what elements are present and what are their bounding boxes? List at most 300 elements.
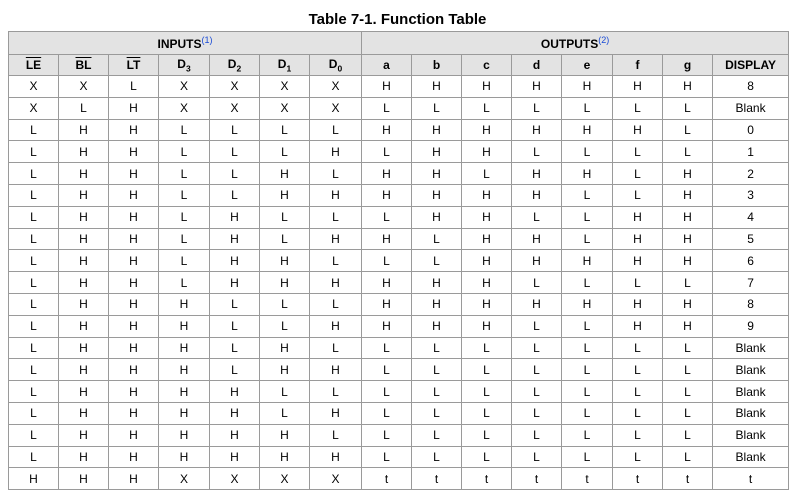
input-cell: L (210, 163, 260, 185)
column-header-subscript: 0 (337, 63, 343, 74)
output-cell: H (362, 315, 412, 337)
input-cell: L (210, 359, 260, 381)
input-cell: H (159, 381, 210, 403)
column-header-label: $\overline{BL}$ (75, 58, 92, 72)
table-row (9, 228, 789, 250)
column-header: a (362, 55, 412, 76)
input-cell: H (109, 272, 159, 294)
output-cell: H (512, 250, 562, 272)
output-cell: H (462, 293, 512, 315)
display-cell: Blank (713, 381, 789, 403)
input-cell: L (9, 119, 59, 141)
output-cell: L (562, 141, 613, 163)
input-cell: L (159, 163, 210, 185)
input-cell: L (109, 76, 159, 98)
output-cell: L (663, 141, 713, 163)
input-cell: L (9, 315, 59, 337)
output-cell: L (412, 337, 462, 359)
input-cell: H (59, 468, 109, 490)
display-cell: 1 (713, 141, 789, 163)
column-header: DISPLAY (713, 55, 789, 76)
output-cell: H (362, 163, 412, 185)
output-cell: H (613, 119, 663, 141)
output-cell: L (562, 206, 613, 228)
input-cell: L (260, 141, 310, 163)
output-cell: L (462, 446, 512, 468)
output-cell: H (613, 76, 663, 98)
input-cell: H (260, 446, 310, 468)
input-cell: L (210, 293, 260, 315)
input-cell: H (159, 337, 210, 359)
input-cell: L (310, 206, 362, 228)
input-cell: H (59, 293, 109, 315)
output-cell: L (362, 141, 412, 163)
output-cell: L (562, 337, 613, 359)
output-cell: H (562, 293, 613, 315)
input-cell: X (59, 76, 109, 98)
input-cell: H (109, 119, 159, 141)
output-cell: L (562, 424, 613, 446)
input-cell: H (260, 163, 310, 185)
input-cell: L (260, 119, 310, 141)
output-cell: L (362, 206, 412, 228)
output-cell: H (462, 206, 512, 228)
output-cell: L (362, 402, 412, 424)
input-cell: X (210, 97, 260, 119)
output-cell: H (462, 76, 512, 98)
input-cell: L (310, 163, 362, 185)
output-cell: L (663, 424, 713, 446)
input-cell: X (210, 76, 260, 98)
input-cell: H (159, 315, 210, 337)
output-cell: H (562, 163, 613, 185)
input-cell: H (109, 359, 159, 381)
input-cell: H (210, 250, 260, 272)
display-cell: 4 (713, 206, 789, 228)
output-cell: L (462, 424, 512, 446)
input-cell: H (109, 315, 159, 337)
output-cell: L (613, 163, 663, 185)
input-cell: H (59, 424, 109, 446)
output-cell: L (562, 272, 613, 294)
output-cell: H (462, 272, 512, 294)
output-cell: H (613, 250, 663, 272)
output-cell: t (663, 468, 713, 490)
table-row (9, 184, 789, 206)
input-cell: L (260, 315, 310, 337)
column-header: e (562, 55, 613, 76)
column-header (159, 55, 210, 76)
table-body (9, 76, 789, 490)
input-cell: H (59, 141, 109, 163)
table-row (9, 315, 789, 337)
column-header: d (512, 55, 562, 76)
column-header (310, 55, 362, 76)
output-cell: L (512, 97, 562, 119)
column-header-label: D (227, 56, 237, 71)
input-cell: H (310, 272, 362, 294)
input-cell: H (310, 228, 362, 250)
output-cell: L (613, 446, 663, 468)
input-cell: H (260, 184, 310, 206)
output-cell: L (412, 424, 462, 446)
output-cell: H (462, 184, 512, 206)
input-cell: H (59, 359, 109, 381)
input-cell: H (109, 250, 159, 272)
input-cell: H (109, 293, 159, 315)
output-cell: L (613, 184, 663, 206)
table-row (9, 272, 789, 294)
input-cell: X (9, 76, 59, 98)
output-cell: H (613, 315, 663, 337)
input-cell: X (210, 468, 260, 490)
output-cell: L (562, 381, 613, 403)
input-cell: H (59, 184, 109, 206)
output-cell: H (462, 315, 512, 337)
output-cell: L (613, 359, 663, 381)
input-cell: H (59, 315, 109, 337)
output-cell: H (512, 184, 562, 206)
input-cell: H (210, 446, 260, 468)
input-cell: H (210, 228, 260, 250)
display-cell: 0 (713, 119, 789, 141)
output-cell: L (613, 141, 663, 163)
input-cell: L (9, 424, 59, 446)
output-cell: L (663, 381, 713, 403)
input-cell: L (210, 141, 260, 163)
output-cell: H (462, 228, 512, 250)
input-cell: H (109, 228, 159, 250)
table-row (9, 206, 789, 228)
column-header: b (412, 55, 462, 76)
output-cell: L (362, 250, 412, 272)
input-cell: L (310, 119, 362, 141)
input-cell: X (260, 468, 310, 490)
input-cell: X (310, 76, 362, 98)
output-cell: L (512, 424, 562, 446)
input-cell: H (109, 206, 159, 228)
input-cell: H (59, 402, 109, 424)
column-header (59, 55, 109, 76)
output-cell: L (512, 272, 562, 294)
output-cell: L (512, 402, 562, 424)
output-cell: H (362, 293, 412, 315)
input-cell: L (9, 163, 59, 185)
input-cell: L (260, 293, 310, 315)
input-cell: L (159, 250, 210, 272)
input-cell: L (310, 424, 362, 446)
column-header: c (462, 55, 512, 76)
output-cell: H (663, 76, 713, 98)
column-header (260, 55, 310, 76)
output-cell: H (412, 76, 462, 98)
output-cell: L (512, 381, 562, 403)
input-cell: L (260, 206, 310, 228)
input-cell: H (210, 272, 260, 294)
input-cell: H (59, 163, 109, 185)
input-cell: H (310, 184, 362, 206)
input-cell: H (109, 402, 159, 424)
output-cell: L (412, 381, 462, 403)
output-cell: H (362, 272, 412, 294)
output-cell: t (562, 468, 613, 490)
input-cell: H (310, 141, 362, 163)
display-cell: Blank (713, 359, 789, 381)
input-cell: H (59, 119, 109, 141)
output-cell: H (512, 119, 562, 141)
output-cell: L (512, 141, 562, 163)
output-cell: L (412, 359, 462, 381)
input-cell: H (159, 446, 210, 468)
input-cell: L (260, 402, 310, 424)
output-cell: H (412, 293, 462, 315)
input-cell: H (109, 381, 159, 403)
output-cell: L (562, 446, 613, 468)
input-cell: H (210, 206, 260, 228)
table-row (9, 97, 789, 119)
table-row (9, 293, 789, 315)
output-cell: H (613, 293, 663, 315)
table-row (9, 76, 789, 98)
output-cell: H (412, 163, 462, 185)
outputs-group-label: OUTPUTS (540, 37, 599, 51)
column-header: f (613, 55, 663, 76)
input-cell: L (9, 141, 59, 163)
display-cell: 6 (713, 250, 789, 272)
input-cell: L (9, 228, 59, 250)
input-cell: L (9, 337, 59, 359)
group-header-row (9, 32, 789, 55)
input-cell: L (310, 381, 362, 403)
output-cell: L (613, 424, 663, 446)
output-cell: L (512, 359, 562, 381)
input-cell: H (310, 359, 362, 381)
input-cell: L (210, 315, 260, 337)
column-header (9, 55, 59, 76)
output-cell: L (562, 97, 613, 119)
output-cell: L (362, 359, 412, 381)
input-cell: H (59, 206, 109, 228)
output-cell: L (412, 250, 462, 272)
display-cell: 5 (713, 228, 789, 250)
input-cell: H (109, 337, 159, 359)
input-cell: H (59, 250, 109, 272)
output-cell: H (562, 76, 613, 98)
outputs-group-header (362, 32, 789, 55)
input-cell: L (310, 250, 362, 272)
inputs-footnote-link[interactable]: (1) (201, 35, 213, 45)
output-cell: L (613, 402, 663, 424)
input-cell: L (9, 381, 59, 403)
input-cell: X (9, 97, 59, 119)
input-cell: L (9, 250, 59, 272)
column-header: g (663, 55, 713, 76)
input-cell: H (260, 272, 310, 294)
input-cell: H (109, 184, 159, 206)
input-cell: X (159, 76, 210, 98)
input-cell: L (260, 228, 310, 250)
output-cell: L (412, 97, 462, 119)
input-cell: L (9, 402, 59, 424)
input-cell: L (159, 272, 210, 294)
input-cell: H (59, 381, 109, 403)
output-cell: L (462, 337, 512, 359)
output-cell: H (512, 293, 562, 315)
output-cell: H (663, 184, 713, 206)
input-cell: X (159, 468, 210, 490)
input-cell: L (210, 184, 260, 206)
column-header-subscript: 1 (286, 63, 292, 74)
input-cell: L (159, 141, 210, 163)
input-cell: H (159, 293, 210, 315)
output-cell: t (362, 468, 412, 490)
table-title: Table 7-1. Function Table (308, 11, 487, 28)
output-cell: L (462, 163, 512, 185)
output-cell: L (663, 119, 713, 141)
input-cell: L (59, 97, 109, 119)
input-cell: H (260, 359, 310, 381)
input-cell: H (159, 402, 210, 424)
input-cell: H (210, 402, 260, 424)
display-cell: Blank (713, 337, 789, 359)
output-cell: L (663, 359, 713, 381)
input-cell: H (59, 272, 109, 294)
column-header-label: D (328, 56, 338, 71)
input-cell: L (9, 184, 59, 206)
input-cell: X (260, 97, 310, 119)
output-cell: L (613, 272, 663, 294)
output-cell: L (562, 402, 613, 424)
column-header-subscript: 2 (236, 63, 242, 74)
input-cell: L (310, 293, 362, 315)
output-cell: H (412, 119, 462, 141)
table-row (9, 250, 789, 272)
input-cell: L (159, 184, 210, 206)
function-table (8, 31, 789, 490)
input-cell: H (310, 446, 362, 468)
output-cell: t (462, 468, 512, 490)
input-cell: L (9, 293, 59, 315)
input-cell: L (9, 359, 59, 381)
input-cell: L (159, 228, 210, 250)
display-cell: 7 (713, 272, 789, 294)
display-cell: Blank (713, 424, 789, 446)
output-cell: H (412, 141, 462, 163)
output-cell: H (462, 141, 512, 163)
input-cell: H (59, 228, 109, 250)
input-cell: X (159, 97, 210, 119)
output-cell: L (362, 446, 412, 468)
output-cell: L (663, 402, 713, 424)
column-header-label: D (177, 56, 186, 71)
output-cell: L (412, 402, 462, 424)
output-cell: L (412, 446, 462, 468)
output-cell: L (613, 337, 663, 359)
output-cell: L (562, 359, 613, 381)
display-cell: Blank (713, 446, 789, 468)
input-cell: H (310, 315, 362, 337)
output-cell: H (663, 163, 713, 185)
input-cell: H (260, 424, 310, 446)
inputs-group-header (9, 32, 362, 55)
output-cell: H (663, 293, 713, 315)
output-cell: L (613, 97, 663, 119)
input-cell: L (210, 337, 260, 359)
output-cell: L (462, 381, 512, 403)
table-row (9, 468, 789, 490)
output-cell: H (613, 228, 663, 250)
input-cell: H (260, 250, 310, 272)
table-row (9, 446, 789, 468)
output-cell: L (512, 315, 562, 337)
input-cell: H (109, 141, 159, 163)
input-cell: L (310, 337, 362, 359)
display-cell: Blank (713, 97, 789, 119)
column-header-subscript: 3 (185, 63, 191, 74)
table-row (9, 119, 789, 141)
output-cell: H (512, 76, 562, 98)
output-cell: t (412, 468, 462, 490)
input-cell: L (210, 119, 260, 141)
outputs-footnote-link[interactable]: (2) (598, 35, 610, 45)
input-cell: X (310, 468, 362, 490)
output-cell: L (362, 337, 412, 359)
column-header-row (9, 55, 789, 76)
input-cell: H (210, 381, 260, 403)
display-cell: 2 (713, 163, 789, 185)
output-cell: H (412, 206, 462, 228)
output-cell: H (412, 184, 462, 206)
inputs-group-label: INPUTS (157, 37, 202, 51)
input-cell: X (260, 76, 310, 98)
display-cell: 8 (713, 293, 789, 315)
input-cell: L (159, 119, 210, 141)
output-cell: L (512, 337, 562, 359)
input-cell: H (260, 337, 310, 359)
input-cell: H (159, 424, 210, 446)
output-cell: L (663, 337, 713, 359)
column-header (210, 55, 260, 76)
output-cell: H (362, 76, 412, 98)
input-cell: H (310, 402, 362, 424)
output-cell: L (362, 381, 412, 403)
input-cell: L (9, 206, 59, 228)
output-cell: L (613, 381, 663, 403)
display-cell: 9 (713, 315, 789, 337)
column-header-label: $\overline{LT}$ (126, 58, 141, 72)
table-row (9, 381, 789, 403)
table-row (9, 163, 789, 185)
input-cell: H (109, 97, 159, 119)
output-cell: H (512, 228, 562, 250)
input-cell: H (109, 446, 159, 468)
input-cell: H (59, 337, 109, 359)
output-cell: L (663, 272, 713, 294)
output-cell: t (512, 468, 562, 490)
output-cell: H (462, 250, 512, 272)
output-cell: t (613, 468, 663, 490)
table-row (9, 402, 789, 424)
output-cell: L (512, 446, 562, 468)
output-cell: H (663, 315, 713, 337)
output-cell: L (562, 315, 613, 337)
output-cell: L (362, 97, 412, 119)
output-cell: L (562, 228, 613, 250)
output-cell: L (462, 402, 512, 424)
input-cell: L (9, 446, 59, 468)
input-cell: L (159, 206, 210, 228)
output-cell: H (663, 250, 713, 272)
